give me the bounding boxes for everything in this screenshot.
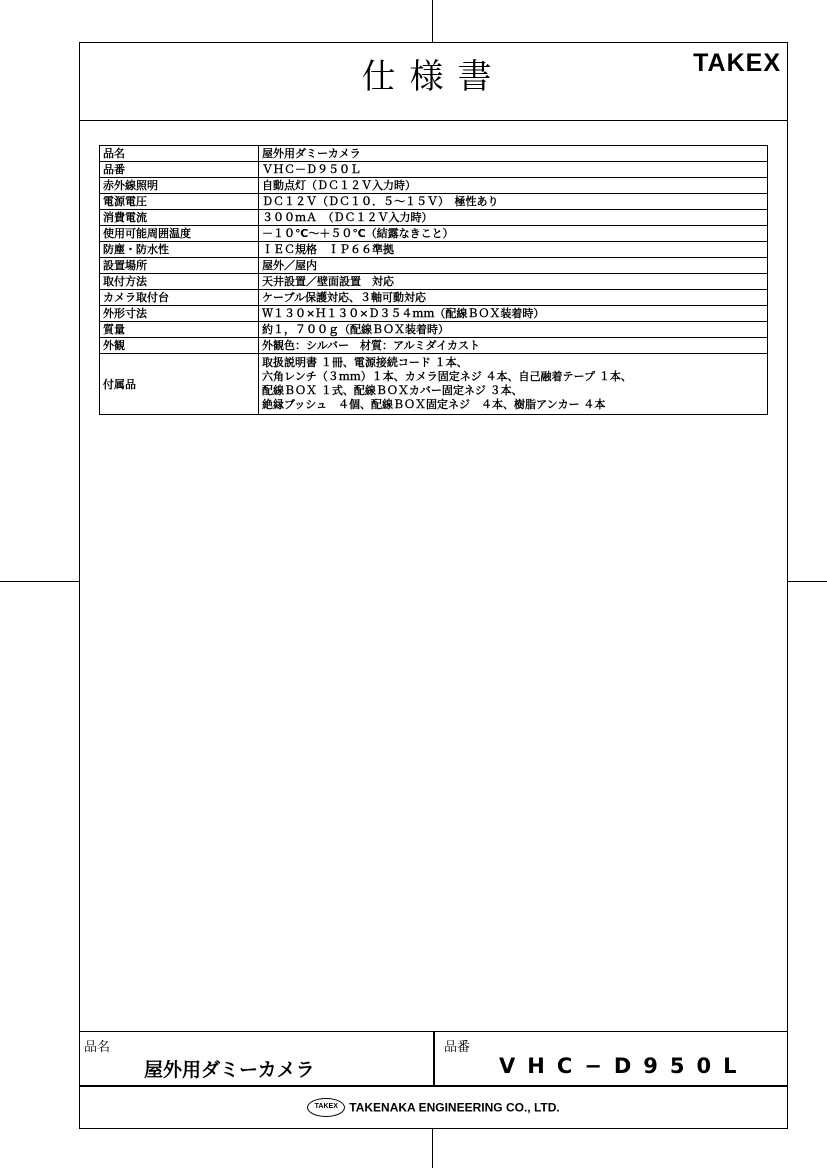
spec-label: カメラ取付台 [100,290,259,306]
table-row [100,258,768,274]
spec-label: 使用可能周囲温度 [100,226,259,242]
table-row [100,162,768,178]
accessory-line: 配線ＢＯＸ １式、配線ＢＯＸカバー固定ネジ ３本、 [262,384,523,397]
table-row [100,322,768,338]
document-frame [79,42,788,1129]
spec-table [99,145,768,415]
spec-label: 赤外線照明 [100,178,259,194]
title-block-divider [433,1032,435,1085]
crop-mark-bottom [432,1129,433,1168]
company-logo: TAKEX [307,1098,345,1117]
title-area [80,43,787,121]
spec-label: 取付方法 [100,274,259,290]
spec-label: 付属品 [100,354,259,415]
crop-mark-top [432,0,433,42]
title-block [80,1031,787,1130]
company-name: TAKENAKA ENGINEERING CO., LTD. [349,1100,560,1115]
table-row [100,226,768,242]
page-title: 仕様書 [361,57,506,97]
accessories-list [259,354,768,415]
accessory-line: 絶縁ブッシュ ４個、配線ＢＯＸ固定ネジ ４本、樹脂アンカー ４本 [262,398,606,411]
spec-value: 天井設置／壁面設置 対応 [259,274,768,290]
spec-value: ケーブル保護対応、３軸可動対応 [259,290,768,306]
spec-value: ＶＨＣ－Ｄ９５０Ｌ [259,162,768,178]
spec-value: 屋外用ダミーカメラ [259,146,768,162]
spec-value: ３００ｍＡ （ＤＣ１２Ｖ入力時） [259,210,768,226]
spec-label: 設置場所 [100,258,259,274]
spec-label: 防塵・防水性 [100,242,259,258]
accessory-line: 取扱説明書 １冊、電源接続コード １本、 [262,356,468,369]
spec-value: 屋外／屋内 [259,258,768,274]
spec-value: ＤＣ１２Ｖ（ＤＣ１０．５～１５Ｖ） 極性あり [259,194,768,210]
product-name-label: 品名 [84,1040,111,1055]
table-row [100,146,768,162]
spec-label: 外形寸法 [100,306,259,322]
table-row [100,178,768,194]
table-row [100,338,768,354]
table-row [100,274,768,290]
spec-value: －１０℃～＋５０℃（結露なきこと） [259,226,768,242]
accessory-line: 六角レンチ（３ｍｍ）１本、カメラ固定ネジ ４本、自己融着テープ １本、 [262,370,632,383]
table-row [100,210,768,226]
spec-label: 消費電流 [100,210,259,226]
crop-mark-right [788,581,827,582]
table-row [100,306,768,322]
spec-value: Ｗ１３０×Ｈ１３０×Ｄ３５４ｍｍ（配線ＢＯＸ装着時） [259,306,768,322]
title-block-rule [80,1085,787,1087]
product-name-value: 屋外用ダミーカメラ [144,1059,315,1081]
table-row-accessories [100,354,768,415]
spec-value: 自動点灯（ＤＣ１２Ｖ入力時） [259,178,768,194]
product-number-value: VHC−D950L [499,1054,749,1078]
spec-label: 外観 [100,338,259,354]
product-number-label: 品番 [444,1040,471,1055]
brand-logo: TAKEX [693,49,781,77]
spec-value: 約１，７００ｇ（配線ＢＯＸ装着時） [259,322,768,338]
spec-label: 品番 [100,162,259,178]
table-row [100,242,768,258]
spec-label: 電源電圧 [100,194,259,210]
table-row [100,290,768,306]
company-line [80,1098,787,1117]
spec-value: ＩＥＣ規格 ＩＰ６６準拠 [259,242,768,258]
table-row [100,194,768,210]
spec-label: 品名 [100,146,259,162]
crop-mark-left [0,581,79,582]
spec-label: 質量 [100,322,259,338]
spec-value: 外観色：シルバー 材質：アルミダイカスト [259,338,768,354]
